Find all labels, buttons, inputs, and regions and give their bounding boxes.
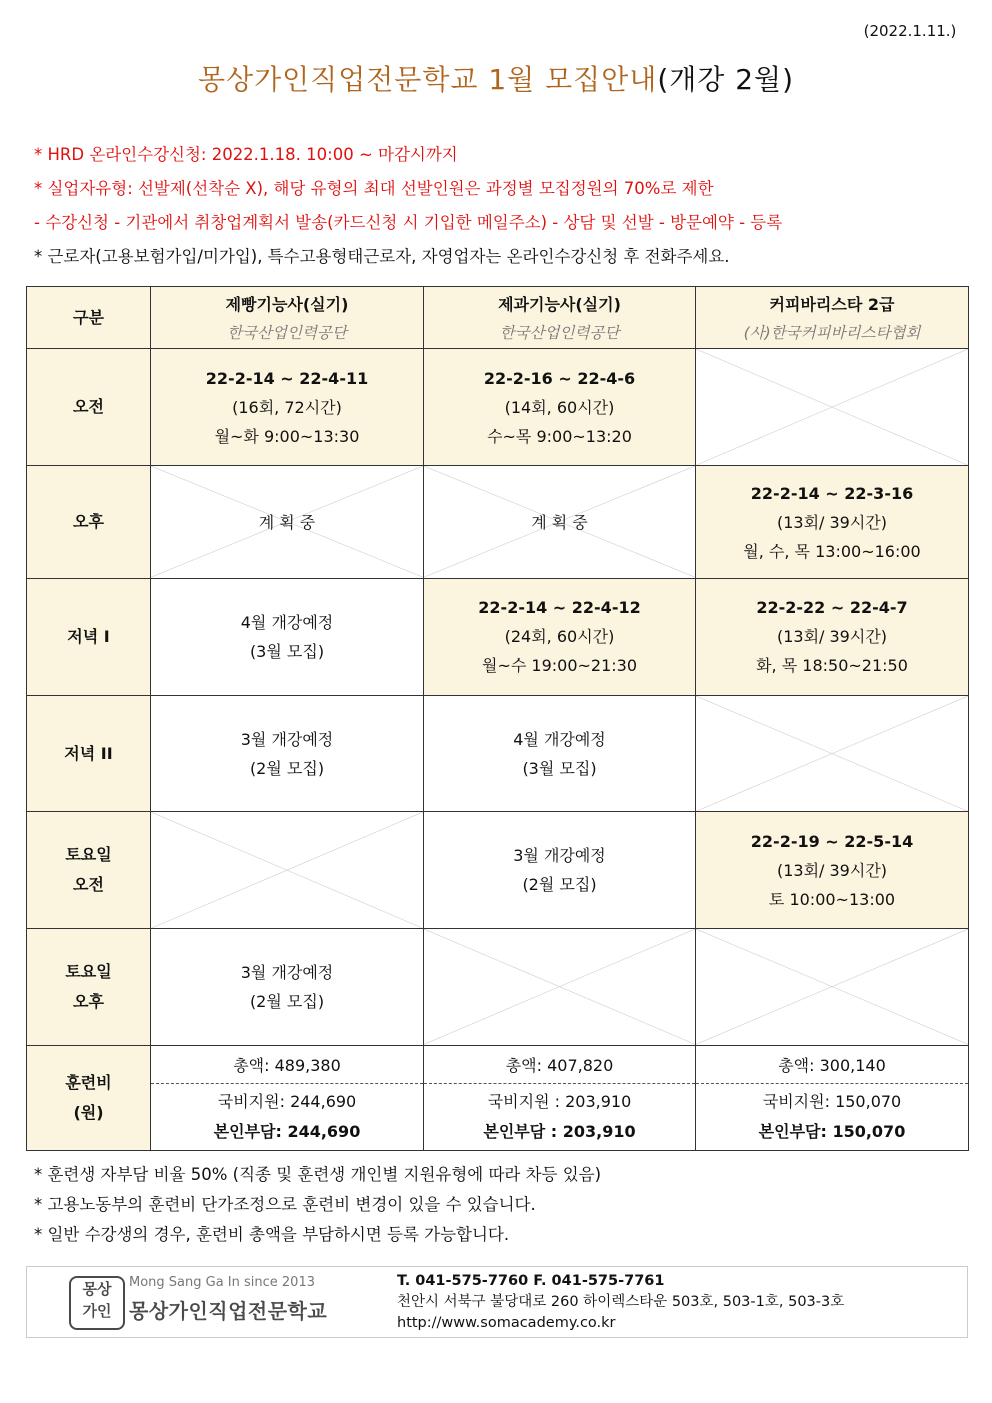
schedule-cell <box>151 466 424 578</box>
fee-label-line: 훈련비 <box>65 1072 112 1092</box>
schedule-cell <box>696 466 969 578</box>
schedule-row <box>27 466 969 578</box>
course-org: (사)한국커피바리스타협회 <box>743 323 921 342</box>
row-label-line: 오후 <box>73 992 104 1012</box>
cross-out-lines <box>696 349 968 465</box>
schedule-cell <box>151 578 424 695</box>
cell-line: (2월 모집) <box>249 992 325 1012</box>
cell-text <box>424 725 695 783</box>
cross-out-lines <box>151 812 423 928</box>
title-main: 몽상가인직업전문학교 1월 모집안내 <box>197 63 658 96</box>
cell-line: 월, 수, 목 13:00~16:00 <box>743 541 921 561</box>
cell-line: (16회, 72시간) <box>232 397 342 417</box>
cell-text <box>151 508 423 537</box>
footer <box>26 1266 968 1338</box>
logo-name: 몽상가인직업전문학교 <box>129 1299 328 1323</box>
cross-out-lines <box>696 929 968 1044</box>
row-label-line: 오전 <box>73 875 104 895</box>
cross-out-lines <box>424 929 695 1044</box>
cell-line: 화, 목 18:50~21:50 <box>756 656 908 676</box>
cell-text <box>151 958 423 1016</box>
fee-self: 본인부담 : 203,910 <box>483 1121 636 1141</box>
row-label-line: 저녁 I <box>67 626 110 646</box>
row-label <box>27 812 151 929</box>
note-fee-change: * 고용노동부의 훈련비 단가조정으로 훈련비 변경이 있을 수 있습니다. <box>34 1195 536 1214</box>
cell-line: (13회/ 39시간) <box>776 860 888 880</box>
cell-line: (24회, 60시간) <box>504 627 615 647</box>
contact-info <box>397 1271 844 1334</box>
note-hrd: * HRD 온라인수강신청: 2022.1.18. 10:00 ~ 마감시까지 <box>34 145 458 164</box>
schedule-row <box>27 578 969 695</box>
empty-cell <box>151 812 424 929</box>
fee-total-cell: 총액: 489,380 <box>151 1045 424 1083</box>
fee-gov: 국비지원: 244,690 <box>217 1091 357 1111</box>
cell-text <box>424 593 695 680</box>
row-label-line: 토요일 <box>65 845 112 865</box>
empty-cell <box>696 929 969 1045</box>
fee-total-row <box>27 1045 969 1083</box>
address: 천안시 서북구 불당대로 260 하이렉스타운 503호, 503-1호, 503-3호 <box>397 1294 845 1310</box>
cell-line: 3월 개강예정 <box>513 846 606 866</box>
logo-bottom: 가인 <box>82 1302 112 1320</box>
schedule-cell <box>151 695 424 811</box>
website-link[interactable]: http://www.somacademy.co.kr <box>397 1315 616 1331</box>
cell-text <box>424 841 695 899</box>
fee-split-cell <box>151 1083 424 1150</box>
course-org: 한국산업인력공단 <box>499 323 620 342</box>
schedule-cell <box>424 349 696 466</box>
cell-text <box>151 725 423 783</box>
page-title <box>0 58 992 98</box>
cell-line: 계 획 중 <box>258 512 316 532</box>
cell-line: 4월 개강예정 <box>513 729 606 749</box>
cell-line: 22-2-14 ~ 22-3-16 <box>750 483 914 503</box>
cell-line: 수~목 9:00~13:20 <box>487 426 632 446</box>
cell-line: (2월 모집) <box>522 875 597 895</box>
course-org: 한국산업인력공단 <box>227 323 347 342</box>
bottom-notes <box>34 1162 964 1252</box>
schedule-row <box>27 695 969 811</box>
fee-total-cell: 총액: 407,820 <box>424 1045 696 1083</box>
cell-line: 토 10:00~13:00 <box>768 889 896 909</box>
issue-date: (2022.1.11.) <box>863 22 957 40</box>
cell-line: 월~수 19:00~21:30 <box>481 656 638 676</box>
schedule-cell <box>424 466 696 578</box>
logo-mark <box>69 1276 125 1330</box>
corner-cell: 구분 <box>27 287 151 349</box>
row-label-line: 오후 <box>73 512 104 532</box>
cell-line: 4월 개강예정 <box>240 612 334 632</box>
logo-tagline: Mong Sang Ga In since 2013 <box>129 1275 315 1290</box>
cell-line: (3월 모집) <box>249 641 325 661</box>
schedule-row <box>27 349 969 466</box>
fee-self: 본인부담: 244,690 <box>213 1121 361 1141</box>
cell-text <box>151 608 423 666</box>
fee-total-cell: 총액: 300,140 <box>696 1045 969 1083</box>
cell-line: 3월 개강예정 <box>240 963 334 983</box>
row-label <box>27 466 151 578</box>
title-sub: (개강 2월) <box>657 63 795 96</box>
note-unemployed: * 실업자유형: 선발제(선착순 X), 해당 유형의 최대 선발인원은 과정별 모집정원의 70%로 제한 <box>34 179 714 198</box>
cell-line: 22-2-14 ~ 22-4-11 <box>205 368 369 388</box>
phone-fax: T. 041-575-7760 F. 041-575-7761 <box>397 1273 665 1289</box>
schedule-cell <box>424 812 696 929</box>
note-workers: * 근로자(고용보험가입/미가입), 특수고용형태근로자, 자영업자는 온라인수강신청 후 전화주세요. <box>34 247 730 266</box>
fee-gov: 국비지원: 150,070 <box>762 1091 902 1111</box>
schedule-table <box>26 286 969 1151</box>
note-procedure: - 수강신청 - 기관에서 취창업계획서 발송(카드신청 시 기입한 메일주소) - 상담 및 선발 - 방문예약 - 등록 <box>34 213 783 232</box>
cell-line: (13회/ 39시간) <box>776 627 888 647</box>
cell-text <box>696 593 968 680</box>
cell-text <box>424 508 695 537</box>
fee-split-cell <box>424 1083 696 1150</box>
row-label-line: 오전 <box>73 397 104 417</box>
schedule-cell <box>151 929 424 1045</box>
fee-split-row <box>27 1083 969 1150</box>
fee-split-cell <box>696 1083 969 1150</box>
schedule-cell <box>696 812 969 929</box>
schedule-row <box>27 812 969 929</box>
cell-text <box>151 364 423 451</box>
cell-line: 계 획 중 <box>531 512 588 532</box>
course-name: 커피바리스타 2급 <box>769 294 895 314</box>
cell-text <box>696 479 968 566</box>
cell-line: 22-2-14 ~ 22-4-12 <box>478 598 641 618</box>
row-label <box>27 578 151 695</box>
logo-top: 몽상 <box>82 1280 112 1298</box>
empty-cell <box>424 929 696 1045</box>
schedule-row <box>27 929 969 1045</box>
cell-line: (14회, 60시간) <box>504 397 615 417</box>
schedule-cell <box>424 695 696 811</box>
fee-label-line: (원) <box>73 1102 104 1122</box>
row-label <box>27 695 151 811</box>
note-self-pay: * 훈련생 자부담 비율 50% (직종 및 훈련생 개인별 지원유형에 따라 차등 있음) <box>34 1165 602 1184</box>
schedule-cell <box>151 349 424 466</box>
cross-out-lines <box>696 696 968 811</box>
cell-text <box>696 827 968 914</box>
fee-label <box>27 1045 151 1150</box>
row-label <box>27 349 151 466</box>
schedule-cell <box>424 578 696 695</box>
course-header <box>424 287 696 349</box>
row-label-line: 토요일 <box>65 962 112 982</box>
cell-line: 22-2-22 ~ 22-4-7 <box>756 598 908 618</box>
cell-line: 월~화 9:00~13:30 <box>214 426 360 446</box>
fee-gov: 국비지원 : 203,910 <box>487 1091 632 1111</box>
cell-line: (2월 모집) <box>249 758 325 778</box>
empty-cell <box>696 695 969 811</box>
cell-line: 3월 개강예정 <box>240 729 334 749</box>
schedule-body <box>27 349 969 1046</box>
course-header <box>151 287 424 349</box>
top-notes <box>34 143 964 279</box>
cell-text <box>424 364 695 451</box>
cell-line: 22-2-19 ~ 22-5-14 <box>750 831 914 851</box>
empty-cell <box>696 349 969 466</box>
note-general: * 일반 수강생의 경우, 훈련비 총액을 부담하시면 등록 가능합니다. <box>34 1225 510 1244</box>
cell-line: 22-2-16 ~ 22-4-6 <box>483 368 636 388</box>
course-name: 제과기능사(실기) <box>498 294 621 314</box>
cell-line: (13회/ 39시간) <box>776 512 888 532</box>
header-row <box>27 287 969 349</box>
cell-line: (3월 모집) <box>522 758 597 778</box>
schedule-cell <box>696 578 969 695</box>
course-name: 제빵기능사(실기) <box>225 294 349 314</box>
row-label <box>27 929 151 1045</box>
fee-self: 본인부담: 150,070 <box>758 1121 906 1141</box>
row-label-line: 저녁 II <box>64 743 113 763</box>
course-header <box>696 287 969 349</box>
